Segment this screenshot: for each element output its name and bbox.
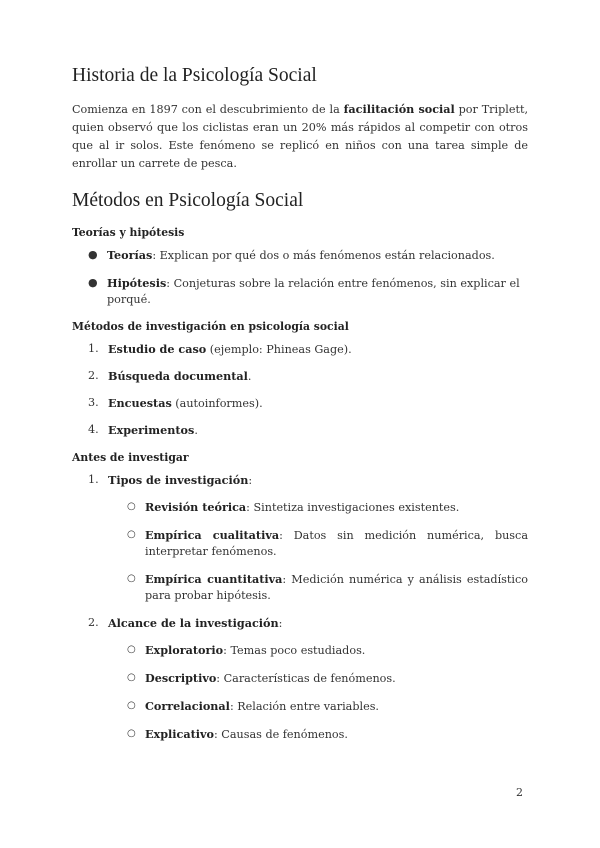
methods-list xyxy=(72,341,528,439)
research-scope-sublist xyxy=(108,642,528,743)
circle-bullet-icon: ○ xyxy=(127,500,136,512)
list-item xyxy=(108,499,528,516)
history-text-start: Comienza en 1897 con el descubrimiento de la xyxy=(72,103,344,117)
document-page xyxy=(72,64,528,754)
list-item xyxy=(72,247,528,264)
list-item xyxy=(72,422,528,439)
section-title-methods: Métodos en Psicología Social xyxy=(72,190,304,212)
subheading-before: Antes de investigar xyxy=(72,450,189,464)
desc-research-scope: : xyxy=(278,616,283,630)
circle-bullet-icon: ○ xyxy=(127,727,136,739)
term-exploratory: Exploratorio xyxy=(145,642,224,657)
section-title-history: Historia de la Psicología Social xyxy=(72,65,317,86)
desc-hypotheses: : Conjeturas sobre la relación entre fenómenos, sin explicar el porqué. xyxy=(107,276,520,306)
desc-theoretical-review: : Sintetiza investigaciones existentes. xyxy=(246,500,460,514)
bullet-icon: ● xyxy=(88,247,98,261)
desc-case-study: (ejemplo: Phineas Gage). xyxy=(206,342,352,356)
term-document-search: Búsqueda documental xyxy=(108,368,248,383)
circle-bullet-icon: ○ xyxy=(127,699,136,711)
term-quantitative: Empírica cuantitativa xyxy=(145,571,283,586)
desc-document-search: . xyxy=(247,369,252,383)
history-bold-term: facilitación social xyxy=(343,102,455,117)
desc-experiments: . xyxy=(194,423,198,437)
list-item xyxy=(108,642,528,659)
term-research-types: Tipos de investigación xyxy=(108,472,249,487)
desc-research-types: : xyxy=(248,473,253,487)
list-number: 1. xyxy=(88,341,99,355)
desc-surveys: (autoinformes). xyxy=(171,396,263,410)
term-theoretical-review: Revisión teórica xyxy=(145,499,247,514)
research-types-sublist xyxy=(108,499,528,604)
bullet-icon: ● xyxy=(88,275,98,289)
list-number: 4. xyxy=(88,422,99,436)
term-experiments: Experimentos xyxy=(108,422,195,437)
theories-list xyxy=(72,247,528,308)
desc-qualitative: : Datos sin medición numérica, busca interpretar fenómenos. xyxy=(145,528,528,558)
list-item xyxy=(108,726,528,743)
circle-bullet-icon: ○ xyxy=(127,643,136,655)
desc-correlational: : Relación entre variables. xyxy=(229,699,379,713)
term-case-study: Estudio de caso xyxy=(108,341,207,356)
term-surveys: Encuestas xyxy=(108,395,172,410)
subheading-theories: Teorías y hipótesis xyxy=(72,225,185,239)
term-theories: Teorías xyxy=(107,247,153,262)
list-number: 2. xyxy=(88,615,99,629)
desc-exploratory: : Temas poco estudiados. xyxy=(223,643,366,657)
list-item xyxy=(72,615,528,743)
list-number: 1. xyxy=(88,472,99,486)
list-item xyxy=(72,275,528,308)
page-number: 2 xyxy=(516,786,523,799)
circle-bullet-icon: ○ xyxy=(127,671,136,683)
term-correlational: Correlacional xyxy=(145,698,230,713)
list-item xyxy=(108,670,528,687)
list-item xyxy=(108,698,528,715)
term-qualitative: Empírica cualitativa xyxy=(145,527,280,542)
list-item xyxy=(72,341,528,358)
list-item xyxy=(72,395,528,412)
circle-bullet-icon: ○ xyxy=(127,572,136,584)
history-paragraph xyxy=(72,100,528,173)
list-number: 3. xyxy=(88,395,99,409)
subheading-methods: Métodos de investigación en psicología social xyxy=(72,319,349,333)
term-hypotheses: Hipótesis xyxy=(107,275,167,290)
desc-descriptive: : Características de fenómenos. xyxy=(216,671,396,685)
circle-bullet-icon: ○ xyxy=(127,528,136,540)
history-text-end: por Triplett, quien observó que los ciclistas eran un 20% más rápidos al competir con otros que al ir solos. Este fenómeno se replicó en niños con una tarea simple de enrollar un carrete de pesca. xyxy=(72,103,529,171)
list-number: 2. xyxy=(88,368,99,382)
desc-explanatory: : Causas de fenómenos. xyxy=(213,727,348,741)
list-item xyxy=(72,472,528,604)
list-item xyxy=(108,571,528,604)
list-item xyxy=(72,368,528,385)
list-item xyxy=(108,527,528,560)
desc-quantitative: : Medición numérica y análisis estadístico para probar hipótesis. xyxy=(145,572,528,602)
before-list xyxy=(72,472,528,743)
desc-theories: : Explican por qué dos o más fenómenos están relacionados. xyxy=(152,248,495,262)
term-explanatory: Explicativo xyxy=(145,726,214,741)
term-descriptive: Descriptivo xyxy=(145,670,217,685)
term-research-scope: Alcance de la investigación xyxy=(108,615,279,630)
